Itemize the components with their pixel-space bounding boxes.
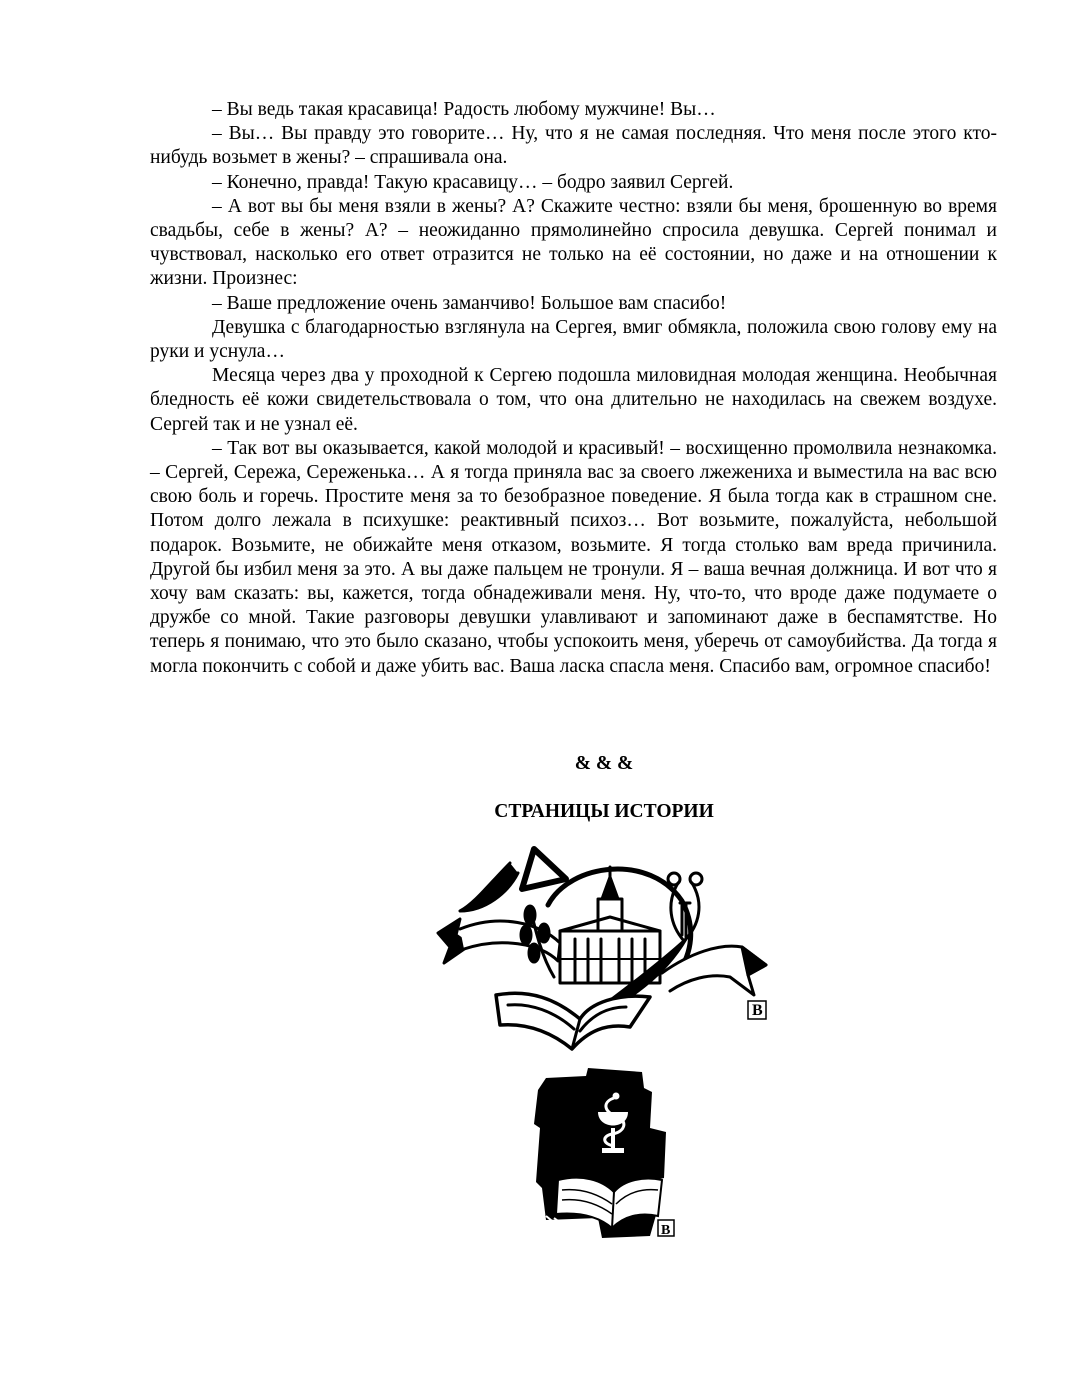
medical-bowl-of-hygieia-book-emblem-icon xyxy=(532,1068,682,1246)
paragraph: – Ваше предложение очень заманчиво! Большое вам спасибо! xyxy=(212,292,727,314)
paragraph: – Конечно, правда! Такую красавицу… – бодро заявил Сергей. xyxy=(212,171,734,193)
monogram: В xyxy=(661,1223,671,1238)
section-separator: & & & xyxy=(574,753,634,774)
body-text xyxy=(150,98,997,679)
paragraph: – А вот вы бы меня взяли в жены? А? Скажите честно: взяли бы меня, брошенную во время свадьбы, себе в жены? А? – неожиданно прямолинейно спросила девушка. Сергей понимал и чувствовал, насколько его ответ отразится не только на её состоянии, но даже и на отношении к жизни. Произнес: xyxy=(150,195,997,290)
paragraph: Девушка с благодарностью взглянула на Сергея, вмиг обмякла, положила свою голову ему на руки и уснула… xyxy=(150,316,997,363)
section-title: СТРАНИЦЫ ИСТОРИИ xyxy=(494,801,714,822)
university-book-lyre-emblem-icon xyxy=(430,843,780,1058)
paragraph: – Вы ведь такая красавица! Радость любому мужчине! Вы… xyxy=(212,99,716,120)
paragraph: – Вы… Вы правду это говорите… Ну, что я не самая последняя. Что меня после этого кто-нибудь возьмет в жены? – спрашивала она. xyxy=(150,123,997,169)
paragraph: – Так вот вы оказывается, какой молодой и красивый! – восхищенно промолвила незнакомка. – Сергей, Сережа, Сереженька… А я тогда приняла вас за своего лжежениха и выместила на вас всю свою боль и горечь. Простите меня за то безобразное поведение. Я была тогда как в страшном сне. Потом долго лежала в психушке: реактивный психоз… Вот возьмите, пожалуйста, небольшой подарок. Возьмите, не обижайте меня отказом, возьмите. Я тогда столько вам вреда причинила. Другой бы избил меня за это. А вы даже пальцем не тронули. Я – ваша вечная должница. И вот что я хочу вам сказать: вы, кажется, тогда обнадеживали меня. Ну, что-то, что вроде даже подумаете о дружбе со мной. Такие разговоры девушки улавливают и запоминают даже в беспамятстве. Но теперь я понимаю, что это было сказано, чтобы успокоить меня, уберечь от самоубийства. Да тогда я могла покончить с собой и даже убить вас. Ваша ласка спасла меня. Спасибо вам, огромное спасибо! xyxy=(150,437,997,677)
paragraph: Месяца через два у проходной к Сергею подошла миловидная молодая женщина. Необычная бледность её кожи свидетельствовала о том, что она длительно не находилась на свежем воздухе. Сергей так и не узнал её. xyxy=(150,365,997,435)
monogram: В xyxy=(752,1002,763,1019)
